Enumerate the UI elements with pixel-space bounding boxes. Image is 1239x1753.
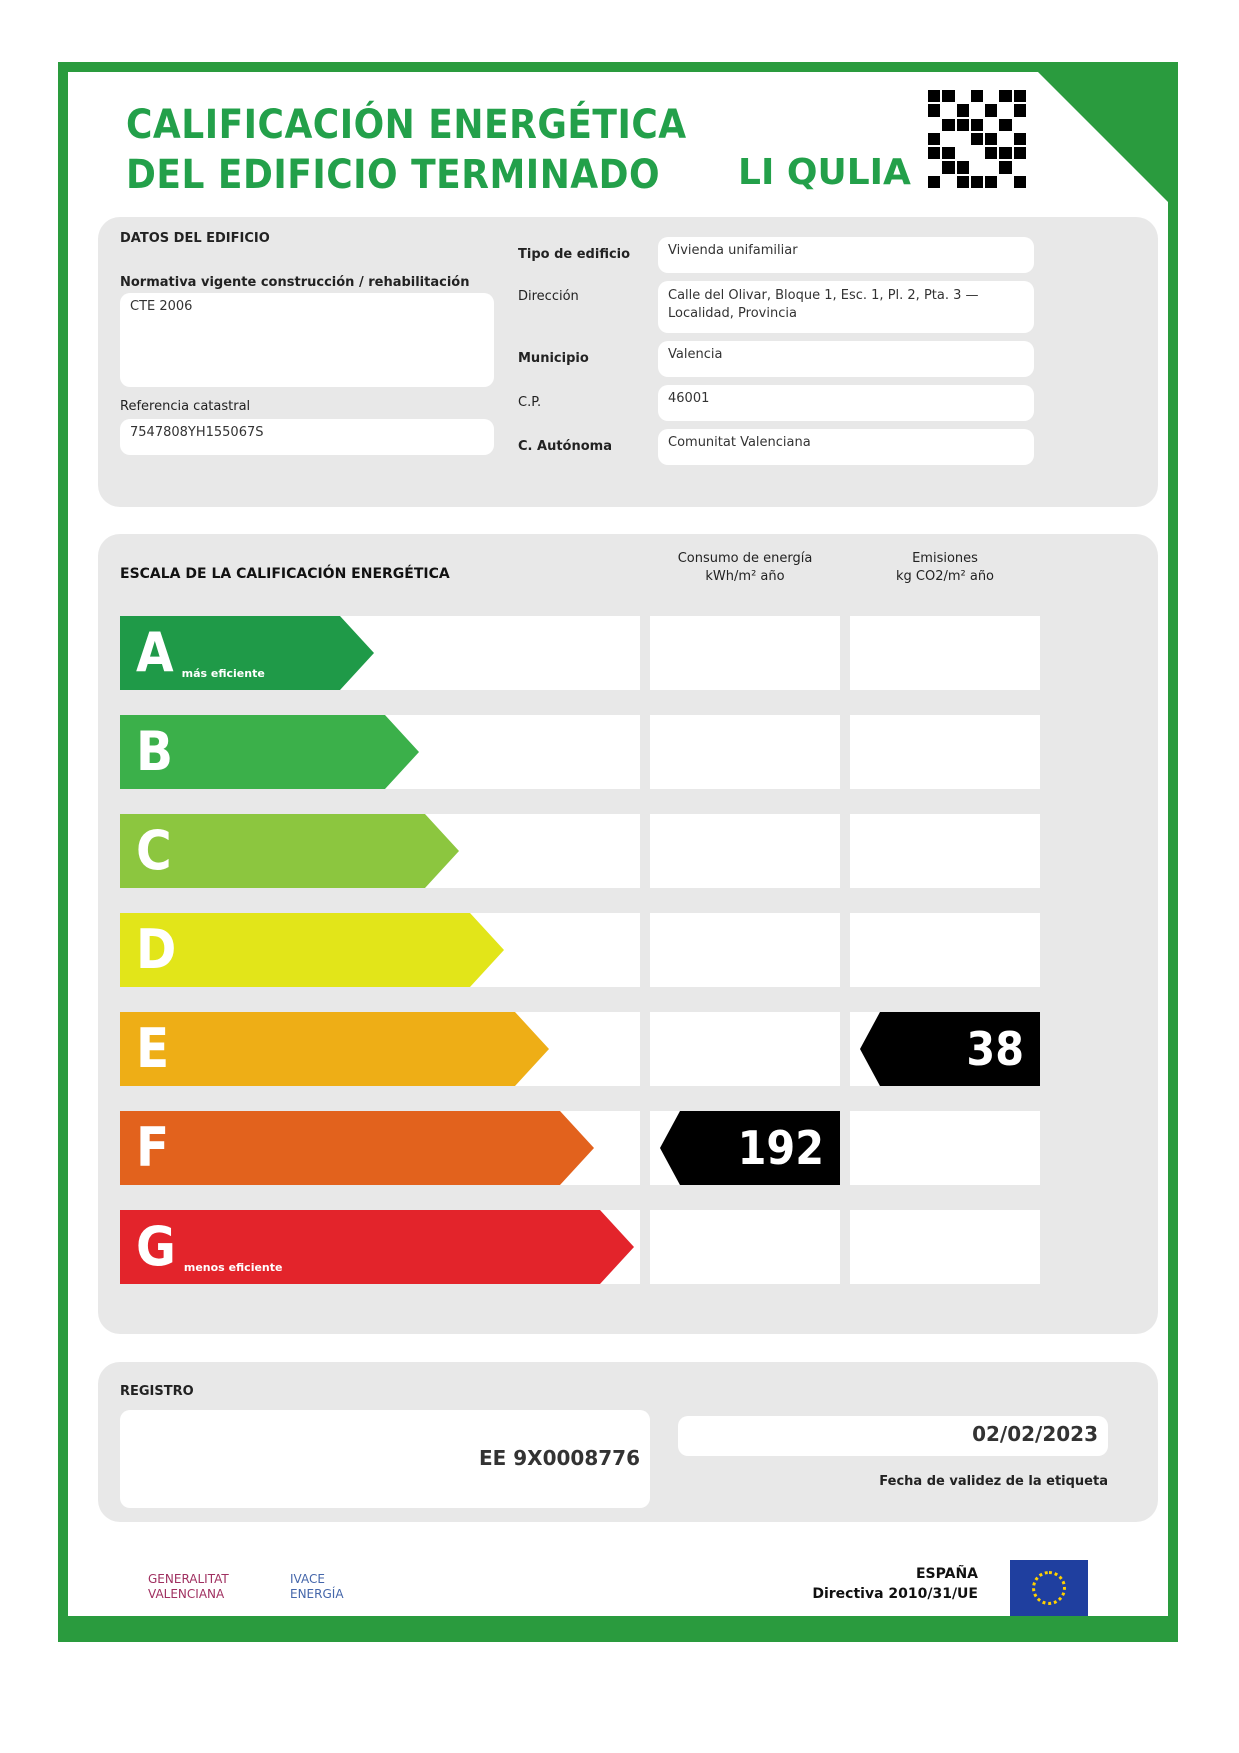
emissions-cell-d [850, 913, 1040, 987]
directive-line-2: Directiva 2010/31/UE [812, 1586, 978, 1602]
consumption-cell-b [650, 715, 840, 789]
directive-line-1: ESPAÑA [915, 1566, 978, 1582]
emissions-value-tag [880, 1012, 1040, 1086]
building-type-label: Tipo de edificio [518, 247, 631, 262]
rating-scale-panel [98, 534, 1158, 1334]
consumption-cell-c [650, 814, 840, 888]
rating-arrow-g [120, 1210, 600, 1284]
consumption-value: 192 [737, 1121, 824, 1175]
rating-letter-b: B [136, 720, 174, 783]
municipality-label: Municipio [518, 351, 589, 366]
ivace-line-2: ENERGÍA [290, 1587, 344, 1601]
address-label: Dirección [518, 289, 579, 304]
registry-number-field: EE 9X0008776 [120, 1410, 650, 1508]
rating-scale-title: ESCALA DE LA CALIFICACIÓN ENERGÉTICA [120, 566, 450, 582]
consumption-tag-tip [660, 1111, 680, 1185]
title-line-1: CALIFICACIÓN ENERGÉTICA [126, 102, 687, 148]
address-field: Calle del Olivar, Bloque 1, Esc. 1, Pl. 2, Pta. 3 — Localidad, Provincia [658, 281, 1034, 333]
registry-label: REGISTRO [120, 1384, 194, 1399]
rating-arrow-a [120, 616, 340, 690]
rating-arrow-tip [340, 616, 374, 690]
emissions-value: 38 [966, 1022, 1024, 1076]
cadastral-label: Referencia catastral [120, 399, 251, 414]
bottom-green-stripe [68, 1616, 1168, 1632]
municipality-field: Valencia [658, 341, 1034, 377]
rating-arrow-tip [470, 913, 504, 987]
postal-code-field: 46001 [658, 385, 1034, 421]
building-type-field: Vivienda unifamiliar [658, 237, 1034, 273]
eu-flag-icon [1010, 1560, 1088, 1616]
regulation-label: Normativa vigente construcción / rehabilitación [120, 275, 470, 290]
generalitat-line-2: VALENCIANA [148, 1587, 225, 1601]
emissions-column-header [850, 550, 1040, 586]
ivace-logo [290, 1572, 344, 1602]
consumption-column-header [650, 550, 840, 586]
emissions-cell-b [850, 715, 1040, 789]
rating-arrow-tip [425, 814, 459, 888]
regulation-field: CTE 2006 [120, 293, 494, 387]
generalitat-logo [148, 1572, 229, 1602]
consumption-cell-d [650, 913, 840, 987]
rating-arrow-e [120, 1012, 515, 1086]
rating-letter-a: A [136, 621, 174, 684]
region-field-label: C. Autónoma [518, 439, 612, 454]
emissions-cell-a [850, 616, 1040, 690]
region-label: LI QULIA [738, 152, 911, 193]
eu-stars-icon [1032, 1571, 1066, 1605]
rating-letter-c: C [136, 819, 172, 882]
consumption-header-line-2: kWh/m² año [705, 569, 785, 584]
registry-panel [98, 1362, 1158, 1522]
rating-arrow-tip [385, 715, 419, 789]
corner-fold-decoration [1028, 62, 1178, 212]
consumption-cell-e [650, 1012, 840, 1086]
ivace-line-1: IVACE [290, 1572, 325, 1586]
rating-letter-g: G [136, 1215, 176, 1278]
validity-date-label: Fecha de validez de la etiqueta [879, 1474, 1108, 1489]
region-field: Comunitat Valenciana [658, 429, 1034, 465]
building-data-panel [98, 217, 1158, 507]
postal-code-label: C.P. [518, 395, 542, 410]
consumption-cell-g [650, 1210, 840, 1284]
rating-letter-f: F [136, 1116, 170, 1179]
rating-arrow-f [120, 1111, 560, 1185]
rating-note-a: más eficiente [181, 667, 265, 680]
building-data-title: DATOS DEL EDIFICIO [120, 231, 270, 246]
rating-arrow-tip [560, 1111, 594, 1185]
rating-letter-e: E [136, 1017, 170, 1080]
rating-arrow-tip [515, 1012, 549, 1086]
rating-arrow-tip [600, 1210, 634, 1284]
emissions-tag-tip [860, 1012, 880, 1086]
qr-code-icon [928, 90, 1026, 188]
rating-note-g: menos eficiente [183, 1261, 283, 1274]
generalitat-line-1: GENERALITAT [148, 1572, 229, 1586]
rating-arrow-b [120, 715, 385, 789]
consumption-value-tag [680, 1111, 840, 1185]
title-line-2: DEL EDIFICIO TERMINADO [126, 152, 661, 198]
rating-arrow-d [120, 913, 470, 987]
emissions-cell-g [850, 1210, 1040, 1284]
consumption-header-line-1: Consumo de energía [677, 551, 813, 566]
rating-arrow-c [120, 814, 425, 888]
emissions-cell-f [850, 1111, 1040, 1185]
emissions-cell-c [850, 814, 1040, 888]
consumption-cell-a [650, 616, 840, 690]
label-title [126, 100, 687, 200]
emissions-header-line-2: kg CO2/m² año [895, 569, 995, 584]
rating-letter-d: D [136, 918, 177, 981]
energy-label-card [58, 62, 1178, 1642]
validity-date-field: 02/02/2023 [678, 1416, 1108, 1456]
emissions-header-line-1: Emisiones [912, 551, 978, 566]
directive-text [812, 1564, 978, 1604]
cadastral-field: 7547808YH155067S [120, 419, 494, 455]
